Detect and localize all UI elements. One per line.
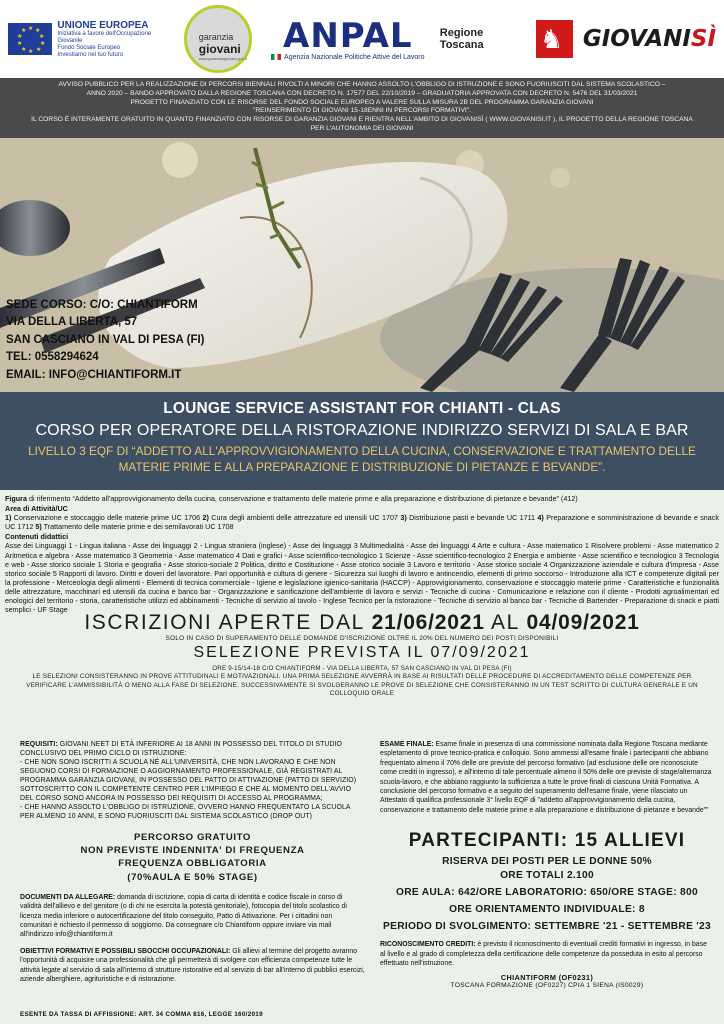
course-period: PERIODO DI SVOLGIMENTO: SETTEMBRE '21 - SETTEMBRE '23 (383, 921, 711, 933)
seat-line-2: VIA DELLA LIBERTA, 57 (6, 316, 138, 329)
anpal-logo (270, 15, 426, 61)
giovanisi-word: GIOVANI (582, 26, 691, 52)
seat-line-3: SAN CASCIANO IN VAL DI PESA (FI) (6, 333, 205, 346)
uc-number: 4) (537, 513, 544, 523)
total-hours: ORE TOTALI 2.100 (500, 870, 594, 882)
documents-label: DOCUMENTI DA ALLEGARE: (20, 893, 116, 901)
selection-title: SELEZIONE PREVISTA IL 07/09/2021 (193, 644, 531, 661)
eu-line-1: Iniziativa a favore dell'Occupazione Giovanile (57, 30, 152, 44)
info-line-1: AVVISO PUBBLICO PER LA REALIZZAZIONE DI PERCORSI BIENNALI RIVOLTI A MINORI CHE HANNO ASSOLTO L'OBBLIGO DI ISTRUZIONE E SONO FUORIUSCITI DAL SISTEMA SCOLASTICO – (58, 81, 666, 88)
regione-toscana-label: Regione Toscana (439, 27, 484, 51)
garanzia-giovani-logo (180, 5, 256, 73)
gg-line-2: giovani (198, 42, 241, 56)
title-band (0, 392, 724, 490)
enrollment-date-to: 04/09/2021 (526, 611, 640, 634)
course-location (6, 297, 205, 384)
uc-number: 2) (202, 513, 209, 523)
uc-list (5, 513, 719, 531)
condition-no-allowance: NON PREVISTE INDENNITA' DI FREQUENZA (80, 845, 305, 857)
selection-note: ORE 9-15/14-18 C/O CHIANTIFORM - VIA DELLA LIBERTA, 57 SAN CASCIANO IN VAL DI PESA (FI) (212, 665, 512, 672)
credits-label: RICONOSCIMENTO CREDITI: (380, 941, 476, 949)
uc-text: Cura degli ambienti delle attrezzature ed utensili UC 1707 (208, 513, 401, 523)
uc-number: 1) (5, 513, 12, 523)
course-description (5, 494, 719, 614)
gg-line-1: garanzia (198, 32, 234, 42)
enrollment-prefix: ISCRIZIONI APERTE DAL (84, 611, 372, 634)
requirements-text: GIOVANI NEET DI ETÀ INFERIORE AI 18 ANNI IN POSSESSO DEL TITOLO DI STUDIO CONCLUSIVO DEL PRIMO CICLO DI ISTRUZIONE: (20, 741, 343, 757)
figura-label: Figura (5, 494, 27, 503)
selection-description: LE SELEZIONI CONSISTERANNO IN PROVE ATTITUDINALI E MOTIVAZIONALI. UNA PRIMA SELEZIONE AVVERRÀ IN BASE AI RISULTATI DELLE PROCEDURE DI ACCREDITAMENTO DELLE COMPETENZE PER VERIFICARE L'AMMISSIBILITÀ O MENO ALLA FASE DI SELEZIONE. SUCCESSIVAMENTE SI SVOLGERANNO LE PROVE DI SELEZIONE CHE CONSISTERANNO IN UN TEST SCRITTO DI CULTURA GENERALE E UN COLLOQUIO ORALE (26, 673, 698, 698)
giovanisi-logo (583, 26, 716, 52)
objectives (20, 947, 365, 985)
enrollment-note: SOLO IN CASO DI SUPERAMENTO DELLE DOMANDE D'ISCRIZIONE OLTRE IL 20% DEL NUMERO DEI POSTI DISPONIBILI (165, 635, 559, 642)
enrollment-mid: AL (484, 611, 527, 634)
uc-text: Distribuzione pasti e bevande UC 1711 (406, 513, 538, 523)
contenuti-text: Asse dei Linguaggi 1 - Lingua italiana - Asse dei linguaggi 2 - Lingua straniera (inglese) - Asse dei linguaggi 3 Multimedialità - Asse dei linguaggi 4 Arte e cultura - Asse matematico 1 Risolvere problemi - Asse matematico 2 Aritmetica e algebra - Asse matematico 3 Geometria - Asse matematico 4 Dati e grafici - Asse scientifico-tecnologico 1 Scienze - Asse scientifico-tecnologico 2 Energia e ambiente - Asse scientifico e tecnologico 3 Tecnologia e web - Asse storico sociale 1 Storia e geografia - Asse storico-sociale 2 Politica, diritto e Costituzione - Asse storico sociale 3 Lavoro e territorio - Asse storico sociale 4 Organizzazione aziendale e cultura d'impresa - Asse storico sociale 5 Rapporti di lavoro. Diritti e doveri del lavoratore. Pari opportunità e cultura di genere - Sicurezza sui luoghi di lavoro e antincendio, elementi di primo soccorso - Introduzione alla ICT e competenze digitali per la professione - Merceologia degli alimenti - Elementi di tecnica commerciale - Igiene e legislazione igienico-sanitaria (HACCP) - Approvvigionamento, conservazione e stoccaggio materie prime - Caratteristiche e funzionalità delle attrezzature, macchinari ed utensili da cucina e banco bar - Organizzazione e sanificazione dell'ambiente di lavoro e servizi - Tecniche di cucina - Comunicazione e relazione con il cliente - Prodotti agroalimentari ed enologici del territorio - storia, caratteristiche utilizzi ed abbinamenti - Tecniche di servizio al tavolo - Inglese Tecnico per la ristorazione - Tecniche di servizio al banco bar - Tecniche di Bartender - Preparazione di snack e piatti semplici - UF Stage (5, 541, 719, 615)
requirements-point-1: - CHE NON SONO ISCRITTI A SCUOLA NÉ ALL'UNIVERSITÀ, CHE NON LAVORANO E CHE NON SEGUONO CORSI DI FORMAZIONE O AGGIORNAMENTO PROFESSIONALE, GIÀ REGISTRATI AL PROGRAMMA GARANZIA GIOVANI, IN POSSESSO DEL PATTO DI ATTIVAZIONE (PATTO DI SERVIZIO) SOTTOSCRITTO CON IL COMPETENTE CENTRO PER L'IMPIEGO E CHE AL MOMENTO DELL'AVVIO DEL CORSO SONO ANCORA IN POSSESSO DEI REQUISITI DI ACCESSO AL PROGRAMMA; (20, 759, 357, 802)
anpal-wordmark: ANPAL (283, 15, 413, 56)
eu-title: UNIONE EUROPEA (57, 19, 149, 31)
seat-phone: TEL: 0558294624 (6, 351, 99, 364)
area-label: Area di Attività/UC (5, 504, 68, 514)
partner-primary: CHIANTIFORM (OF0231) (500, 973, 594, 983)
course-conditions (20, 831, 365, 884)
uc-number: 3) (400, 513, 407, 523)
left-column (20, 740, 365, 984)
info-bar (0, 78, 724, 138)
credits (380, 940, 714, 968)
info-line-3: PROGETTO FINANZIATO CON LE RISORSE DEL FONDO SOCIALE EUROPEO A VALERE SULLA MISURA 2B DEL PROGRAMMA GARANZIA GIOVANI (130, 98, 594, 106)
italy-flag-icon (271, 54, 281, 60)
eu-logo (8, 20, 174, 59)
logo-bar (0, 0, 724, 78)
condition-free: PERCORSO GRATUITO (134, 832, 251, 843)
table-setting-photo (0, 138, 724, 392)
course-level: LIVELLO 3 EQF DI “ADDETTO ALL'APPROVVIGIONAMENTO DELLA CUCINA, CONSERVAZIONE E TRATTAMENTO DELLE MATERIE PRIME E ALLA PREPARAZIONE E DISTRIBUZIONE DI PIETANZE E BEVANDE”. (28, 444, 696, 474)
credits-text: è previsto il riconoscimento di eventuali crediti formativi in ingresso, in base al livello e al grado di completezza della certificazione delle competenze da posseduta in esito al percorso effettuato nell'istruzione. (380, 941, 707, 968)
figura-text: di riferimento “Addetto all'approvvigionamento della cucina, conservazione e trattamento delle materie prime e alla preparazione e distribuzione di pietanze e bevande” (412) (26, 494, 578, 503)
main-body (0, 490, 724, 1024)
enrollment-date-from: 21/06/2021 (371, 611, 485, 634)
requirements-label: REQUISITI: (20, 741, 58, 748)
right-column (380, 740, 714, 989)
participants: PARTECIPANTI: 15 ALLIEVI (408, 830, 686, 852)
eu-line-3: Investiamo nel tuo futuro (57, 51, 124, 58)
condition-mandatory: FREQUENZA OBBLIGATORIA (118, 858, 267, 870)
uc-text: Conservazione e stoccaggio delle materie prime UC 1706 (11, 513, 203, 523)
pegasus-icon: ♞ (536, 20, 573, 58)
seat-email: EMAIL: INFO@CHIANTIFORM.IT (6, 368, 182, 381)
info-line-5: IL CORSO È INTERAMENTE GRATUITO IN QUANTO FINANZIATO CON RISORSE DI GARANZIA GIOVANI E RIENTRA NELL'AMBITO DI GIOVANISÌ ( WWW.GIOVANISI.IT ), IL PROGETTO DELLA REGIONE TOSCANA (31, 116, 693, 124)
uc-text: Preparazione e somministrazione di bevande e snack UC 1712 (5, 513, 719, 532)
objectives-text: Gli allievi al termine del progetto avranno l'opportunità di acquisire una professionalità che gli permetterà di svolgere con efficienza competenze tutte le attività legate al servizio di sala all'interno di strutture ristorative ed al servizio di bar all'interno di pubblici esercizi, aziende alberghiere, agrituristiche e di ristorazione. (20, 947, 365, 984)
requirements-point-2: - CHE HANNO ASSOLTO L'OBBLIGO DI ISTRUZIONE, OVVERO HANNO FREQUENTATO LA SCUOLA PER ALMENO 10 ANNI, E SONO FUORIUSCITI DAL SISTEMA SCOLASTICO (DROP OUT) (20, 804, 351, 820)
course-title: LOUNGE SERVICE ASSISTANT FOR CHIANTI - CLAS (163, 400, 561, 417)
giovanisi-si: SÌ (690, 26, 716, 52)
documents (20, 893, 365, 940)
condition-split: (70%AULA E 50% STAGE) (127, 871, 258, 883)
enrollment-dates (0, 611, 724, 635)
women-reserve: RISERVA DEI POSTI PER LE DONNE 50% (442, 856, 652, 868)
tax-exemption: ESENTE DA TASSA DI AFFISSIONE: ART. 34 COMMA 816, LEGGE 160/2019 (20, 1011, 263, 1018)
final-exam (380, 740, 714, 815)
eu-flag-icon: ★ ★ ★ ★ ★ ★ ★ ★ ★ ★ (8, 23, 52, 55)
orientation-hours: ORE ORIENTAMENTO INDIVIDUALE: 8 (449, 904, 645, 916)
objectives-label: OBIETTIVI FORMATIVI E POSSIBILI SBOCCHI OCCUPAZIONALI: (20, 947, 231, 955)
gg-line-3: www.garanziagiovani.gov.it (198, 56, 247, 61)
eu-line-2: Fondo Sociale Europeo (57, 44, 121, 51)
uc-number: 5) (35, 522, 42, 532)
seat-line-1: SEDE CORSO: C/O: CHIANTIFORM (6, 299, 198, 311)
exam-label: ESAME FINALE: (380, 741, 434, 748)
anpal-subtitle: Agenzia Nazionale Politiche Attive del Lavoro (284, 53, 425, 61)
contenuti-label: Contenuti didattici (5, 532, 69, 542)
requirements (20, 740, 365, 821)
info-line-4: "REINSERIMENTO DI GIOVANI 15-18ENNI IN PERCORSI FORMATIVI". (252, 107, 472, 115)
exam-text: Esame finale in presenza di una commissione nominata dalla Regione Toscana mediante espletamento di prove tecnico-pratica e colloquio. Sono ammessi all'esame finale i partecipanti che abbiano frequentato almeno il 70% delle ore previste del percorso formativo (ad esclusione delle ore riconosciute come crediti in ingresso), e all'interno di tale percentuale almeno il 50% delle ore previste di stage/alternanza scuola-lavoro, e che abbiano raggiunto la sufficienza a tutte le prove finali di ciascuna Unità Formativa. A conclusione del percorso formativo e a seguito del superamento dell'esame finale, viene rilasciato un Attestato di qualifica professionale 3° livello EQF di "addetto all'approvvigionamento della cucina, conservazione e trattamento delle materie prime e alla preparazione e distribuzione di pietanze e bevande"” (380, 741, 712, 814)
info-line-2: ANNO 2020 – BANDO APPROVATO DALLA REGIONE TOSCANA CON DECRETO N. 17577 DEL 22/10/2019 – GRADUATORIA APPROVATA CON DECRETO N. 5476 DEL 31/03/2021 (86, 89, 638, 97)
hours-split: ORE AULA: 642/ORE LABORATORIO: 650/ORE STAGE: 800 (396, 887, 698, 899)
documents-text: domanda di iscrizione, copia di carta di identità e codice fiscale in corso di validità dell'allievo e del genitore (o di chi ne esercita la potestà genitoriale), fotocopia del titolo scolastico di licenza media inferiore o autocertificazione del titolo conseguito, Patto di Attivazione. Per i cittadini non comunitari è richiesto il permesso di soggiorno. Da consegnare c/o Chiantiform oppure inviare via mail all'indirizzo info@chiantiform.it (20, 893, 347, 939)
info-line-6: PER L'AUTONOMIA DEI GIOVANI (310, 124, 414, 132)
uc-text: Trattamento delle materie prime e dei semilavorati UC 1708 (41, 522, 234, 532)
course-subtitle: CORSO PER OPERATORE DELLA RISTORAZIONE INDIRIZZO SERVIZI DI SALA E BAR (35, 422, 689, 439)
partner-secondary: TOSCANA FORMAZIONE (OF0227) CPIA 1 SIENA (IS0029) (450, 982, 644, 990)
